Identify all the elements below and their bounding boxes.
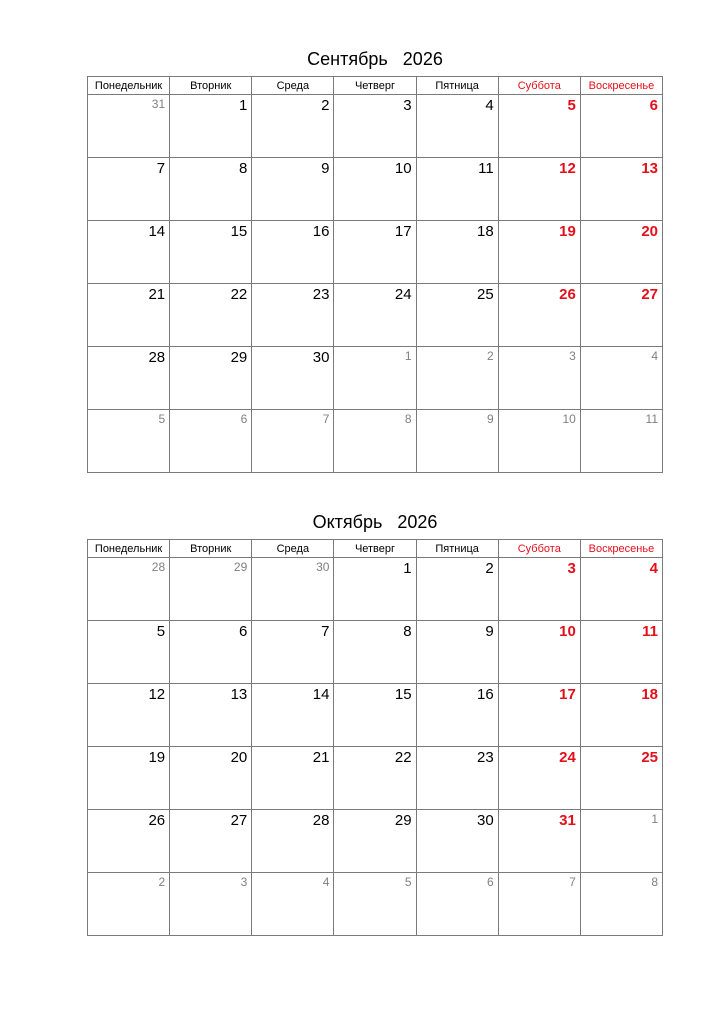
day-cell: [334, 621, 416, 684]
day-cell: [498, 873, 580, 936]
day-number: 5: [156, 623, 166, 640]
day-number: 28: [312, 812, 330, 829]
day-number-other-month: 1: [404, 349, 412, 363]
weekday-header: Понедельник: [88, 77, 170, 95]
day-number: 7: [156, 160, 166, 177]
day-cell: [416, 284, 498, 347]
month-title: [87, 512, 663, 532]
week-row: [88, 95, 663, 158]
week-row: [88, 221, 663, 284]
day-number: 4: [649, 560, 658, 577]
day-cell: [416, 621, 498, 684]
day-number: 30: [477, 812, 494, 829]
weekday-header: Воскресенье: [580, 77, 662, 95]
day-cell: [498, 95, 580, 158]
day-cell: [334, 158, 416, 221]
day-number: 1: [238, 97, 248, 114]
day-number: 22: [394, 749, 412, 766]
day-number: 12: [559, 160, 576, 177]
day-cell: [252, 410, 334, 473]
day-cell: [88, 810, 170, 873]
week-row: [88, 558, 663, 621]
day-number-other-month: 29: [233, 560, 248, 574]
day-cell: [334, 684, 416, 747]
day-cell: [498, 410, 580, 473]
weekday-header: Среда: [252, 540, 334, 558]
week-row: [88, 284, 663, 347]
day-cell: [498, 158, 580, 221]
day-cell: [88, 873, 170, 936]
calendar-grid: [87, 76, 663, 473]
day-number-other-month: 3: [569, 349, 576, 363]
day-number-other-month: 9: [487, 412, 494, 426]
day-number: 19: [148, 749, 166, 766]
day-number: 28: [148, 349, 166, 366]
day-cell: [252, 621, 334, 684]
day-cell: [252, 347, 334, 410]
day-cell: [334, 347, 416, 410]
day-cell: [88, 284, 170, 347]
day-number: 24: [394, 286, 412, 303]
day-cell: [416, 747, 498, 810]
day-number: 13: [230, 686, 248, 703]
day-number: 22: [230, 286, 248, 303]
day-cell: [416, 810, 498, 873]
day-cell: [252, 558, 334, 621]
month-year: 2026: [402, 49, 443, 69]
day-cell: [580, 95, 662, 158]
day-number: 21: [312, 749, 330, 766]
week-row: [88, 410, 663, 473]
day-number: 6: [238, 623, 248, 640]
day-number: 24: [559, 749, 576, 766]
week-row: [88, 347, 663, 410]
weekday-header-row: [88, 77, 663, 95]
day-number: 6: [649, 97, 658, 114]
day-number-other-month: 1: [651, 812, 658, 826]
day-cell: [498, 684, 580, 747]
day-cell: [334, 873, 416, 936]
day-cell: [580, 747, 662, 810]
day-number-other-month: 30: [316, 560, 330, 574]
day-number: 21: [148, 286, 166, 303]
day-number-other-month: 31: [151, 97, 166, 111]
day-number: 27: [230, 812, 248, 829]
day-cell: [170, 284, 252, 347]
day-number: 20: [230, 749, 248, 766]
day-cell: [498, 347, 580, 410]
day-cell: [580, 873, 662, 936]
day-number: 8: [238, 160, 248, 177]
day-number-other-month: 10: [562, 412, 576, 426]
weekday-header: Понедельник: [88, 540, 170, 558]
day-number: 29: [394, 812, 412, 829]
day-number-other-month: 8: [651, 875, 658, 889]
day-cell: [170, 158, 252, 221]
month-name: Сентябрь: [307, 49, 388, 69]
day-cell: [580, 347, 662, 410]
day-number: 9: [485, 623, 494, 640]
day-number-other-month: 5: [404, 875, 412, 889]
weekday-header-row: [88, 540, 663, 558]
day-cell: [88, 95, 170, 158]
day-cell: [334, 810, 416, 873]
weekday-header: Пятница: [416, 540, 498, 558]
day-cell: [334, 221, 416, 284]
day-cell: [580, 221, 662, 284]
day-cell: [170, 873, 252, 936]
day-cell: [580, 684, 662, 747]
weekday-header: Воскресенье: [580, 540, 662, 558]
day-number-other-month: 6: [487, 875, 494, 889]
day-cell: [252, 95, 334, 158]
day-number: 16: [477, 686, 494, 703]
weekday-header: Вторник: [170, 540, 252, 558]
day-number-other-month: 11: [645, 412, 658, 426]
day-cell: [498, 621, 580, 684]
week-row: [88, 747, 663, 810]
day-cell: [88, 747, 170, 810]
month-name: Октябрь: [312, 512, 383, 532]
day-number: 23: [477, 749, 494, 766]
day-cell: [252, 158, 334, 221]
day-number: 25: [477, 286, 494, 303]
day-number: 27: [641, 286, 658, 303]
weekday-header: Суббота: [498, 540, 580, 558]
day-cell: [416, 558, 498, 621]
day-cell: [498, 558, 580, 621]
day-number-other-month: 7: [569, 875, 576, 889]
day-number: 29: [230, 349, 248, 366]
day-number: 5: [567, 97, 576, 114]
day-cell: [252, 221, 334, 284]
day-number: 10: [394, 160, 412, 177]
day-number: 4: [485, 97, 494, 114]
day-cell: [170, 747, 252, 810]
day-cell: [170, 621, 252, 684]
day-cell: [170, 558, 252, 621]
day-number-other-month: 28: [151, 560, 166, 574]
day-cell: [416, 221, 498, 284]
day-cell: [334, 410, 416, 473]
day-cell: [416, 347, 498, 410]
day-cell: [416, 410, 498, 473]
day-number: 16: [312, 223, 330, 240]
day-number: 23: [312, 286, 330, 303]
day-number: 25: [641, 749, 658, 766]
day-number: 2: [485, 560, 494, 577]
day-number-other-month: 2: [487, 349, 494, 363]
day-number: 26: [148, 812, 166, 829]
day-cell: [498, 747, 580, 810]
day-cell: [252, 747, 334, 810]
week-row: [88, 873, 663, 936]
day-cell: [88, 158, 170, 221]
day-number-other-month: 4: [322, 875, 330, 889]
day-number: 18: [477, 223, 494, 240]
day-number: 8: [403, 623, 412, 640]
day-cell: [88, 558, 170, 621]
day-cell: [88, 410, 170, 473]
day-number: 10: [559, 623, 576, 640]
day-cell: [334, 558, 416, 621]
day-cell: [170, 221, 252, 284]
day-number: 18: [641, 686, 658, 703]
day-number: 3: [403, 97, 412, 114]
day-number-other-month: 4: [651, 349, 658, 363]
weekday-header: Четверг: [334, 77, 416, 95]
calendar-grid: [87, 539, 663, 936]
week-row: [88, 684, 663, 747]
day-cell: [580, 284, 662, 347]
day-cell: [416, 95, 498, 158]
day-number: 19: [559, 223, 576, 240]
day-cell: [498, 810, 580, 873]
day-cell: [580, 810, 662, 873]
day-number: 7: [321, 623, 330, 640]
day-cell: [170, 684, 252, 747]
day-number: 1: [403, 560, 412, 577]
day-number: 26: [559, 286, 576, 303]
day-number-other-month: 2: [158, 875, 166, 889]
weekday-header: Пятница: [416, 77, 498, 95]
day-number-other-month: 3: [240, 875, 248, 889]
day-cell: [170, 347, 252, 410]
day-number: 17: [559, 686, 576, 703]
day-number: 13: [641, 160, 658, 177]
month-year: 2026: [397, 512, 438, 532]
day-cell: [88, 684, 170, 747]
day-cell: [88, 347, 170, 410]
day-number: 30: [312, 349, 330, 366]
week-row: [88, 810, 663, 873]
day-cell: [252, 873, 334, 936]
day-cell: [88, 221, 170, 284]
day-number: 15: [230, 223, 248, 240]
day-number: 2: [321, 97, 330, 114]
day-cell: [252, 284, 334, 347]
day-number: 20: [641, 223, 658, 240]
day-number: 15: [394, 686, 412, 703]
day-cell: [580, 410, 662, 473]
day-cell: [334, 95, 416, 158]
month-title: [87, 49, 663, 69]
day-cell: [498, 221, 580, 284]
day-cell: [580, 158, 662, 221]
day-number: 14: [312, 686, 330, 703]
day-number-other-month: 5: [158, 412, 166, 426]
weekday-header: Четверг: [334, 540, 416, 558]
day-number: 31: [559, 812, 576, 829]
day-cell: [416, 158, 498, 221]
day-cell: [334, 747, 416, 810]
weekday-header: Вторник: [170, 77, 252, 95]
weekday-header: Суббота: [498, 77, 580, 95]
day-number-other-month: 8: [404, 412, 412, 426]
day-number: 3: [567, 560, 576, 577]
day-cell: [498, 284, 580, 347]
day-number-other-month: 6: [240, 412, 248, 426]
day-cell: [416, 873, 498, 936]
week-row: [88, 158, 663, 221]
day-cell: [580, 621, 662, 684]
day-number: 11: [642, 623, 658, 640]
week-row: [88, 621, 663, 684]
day-number: 17: [394, 223, 412, 240]
day-cell: [334, 284, 416, 347]
day-number: 12: [148, 686, 166, 703]
day-cell: [252, 684, 334, 747]
day-cell: [170, 410, 252, 473]
day-cell: [580, 558, 662, 621]
day-cell: [88, 621, 170, 684]
day-cell: [252, 810, 334, 873]
day-number: 14: [148, 223, 166, 240]
day-number-other-month: 7: [322, 412, 330, 426]
day-number: 11: [478, 160, 494, 177]
weekday-header: Среда: [252, 77, 334, 95]
day-number: 9: [321, 160, 330, 177]
day-cell: [170, 810, 252, 873]
day-cell: [416, 684, 498, 747]
day-cell: [170, 95, 252, 158]
